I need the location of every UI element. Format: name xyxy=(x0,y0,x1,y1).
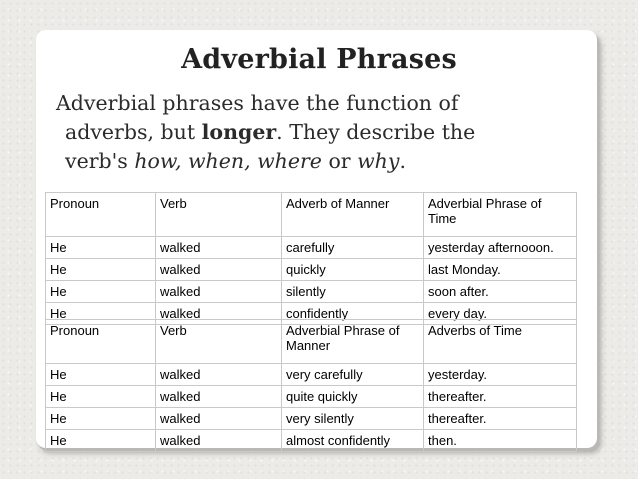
table-cell: walked xyxy=(156,259,282,281)
table-cell: He xyxy=(46,259,156,281)
adverb-table-2 xyxy=(45,319,577,452)
table-cell: He xyxy=(46,303,156,325)
table-row xyxy=(46,364,577,386)
table-row xyxy=(46,281,577,303)
table-cell: silently xyxy=(282,281,424,303)
body-line-2-text: adverbs, but xyxy=(65,120,202,144)
table-cell: He xyxy=(46,364,156,386)
table-cell: confidently xyxy=(282,303,424,325)
table-cell: walked xyxy=(156,237,282,259)
table-cell: almost confidently xyxy=(282,430,424,452)
table-cell: walked xyxy=(156,281,282,303)
table-header-cell: Adverbs of Time xyxy=(424,320,577,364)
body-line-3-text: verb's xyxy=(65,149,135,173)
table-row xyxy=(46,259,577,281)
body-line-2-tail: . They describe the xyxy=(276,120,476,144)
table-cell: walked xyxy=(156,303,282,325)
table-cell: every day. xyxy=(424,303,577,325)
body-line-1-text: Adverbial phrases have the function of xyxy=(56,91,459,115)
table-cell: He xyxy=(46,386,156,408)
table-cell: very silently xyxy=(282,408,424,430)
table-header-row xyxy=(46,193,577,237)
adverb-table-1 xyxy=(45,192,577,325)
table-cell: walked xyxy=(156,364,282,386)
table-header-cell: Verb xyxy=(156,320,282,364)
table-cell: He xyxy=(46,281,156,303)
table-cell: quite quickly xyxy=(282,386,424,408)
emphasis-why: why xyxy=(357,149,400,173)
table-cell: last Monday. xyxy=(424,259,577,281)
body-line-3 xyxy=(56,147,616,176)
table-header-cell: Pronoun xyxy=(46,193,156,237)
table-cell: very carefully xyxy=(282,364,424,386)
table-cell: quickly xyxy=(282,259,424,281)
body-line-3-period: . xyxy=(399,149,406,173)
table-cell: walked xyxy=(156,386,282,408)
emphasis-longer: longer xyxy=(201,120,277,144)
body-line-3-or: or xyxy=(321,149,358,173)
body-line-2 xyxy=(56,118,616,147)
table-header-cell: Adverbial Phrase of Time xyxy=(424,193,577,237)
slide-body-text xyxy=(56,89,616,176)
table-cell: then. xyxy=(424,430,577,452)
table-cell: thereafter. xyxy=(424,408,577,430)
slide-title: Adverbial Phrases xyxy=(181,44,457,75)
table-row xyxy=(46,386,577,408)
table-cell: yesterday afternooon. xyxy=(424,237,577,259)
table-cell: He xyxy=(46,408,156,430)
table-header-cell: Adverb of Manner xyxy=(282,193,424,237)
table-cell: carefully xyxy=(282,237,424,259)
emphasis-how-when-where: how, when, where xyxy=(134,149,322,173)
table-cell: thereafter. xyxy=(424,386,577,408)
table-cell: walked xyxy=(156,430,282,452)
table-cell: walked xyxy=(156,408,282,430)
table-header-cell: Adverbial Phrase of Manner xyxy=(282,320,424,364)
table-row xyxy=(46,430,577,452)
table-header-cell: Pronoun xyxy=(46,320,156,364)
table-header-cell: Verb xyxy=(156,193,282,237)
table-cell: He xyxy=(46,430,156,452)
table-row xyxy=(46,237,577,259)
table-cell: He xyxy=(46,237,156,259)
body-line-1 xyxy=(56,89,616,118)
table-row xyxy=(46,408,577,430)
table-cell: yesterday. xyxy=(424,364,577,386)
table-header-row xyxy=(46,320,577,364)
table-cell: soon after. xyxy=(424,281,577,303)
